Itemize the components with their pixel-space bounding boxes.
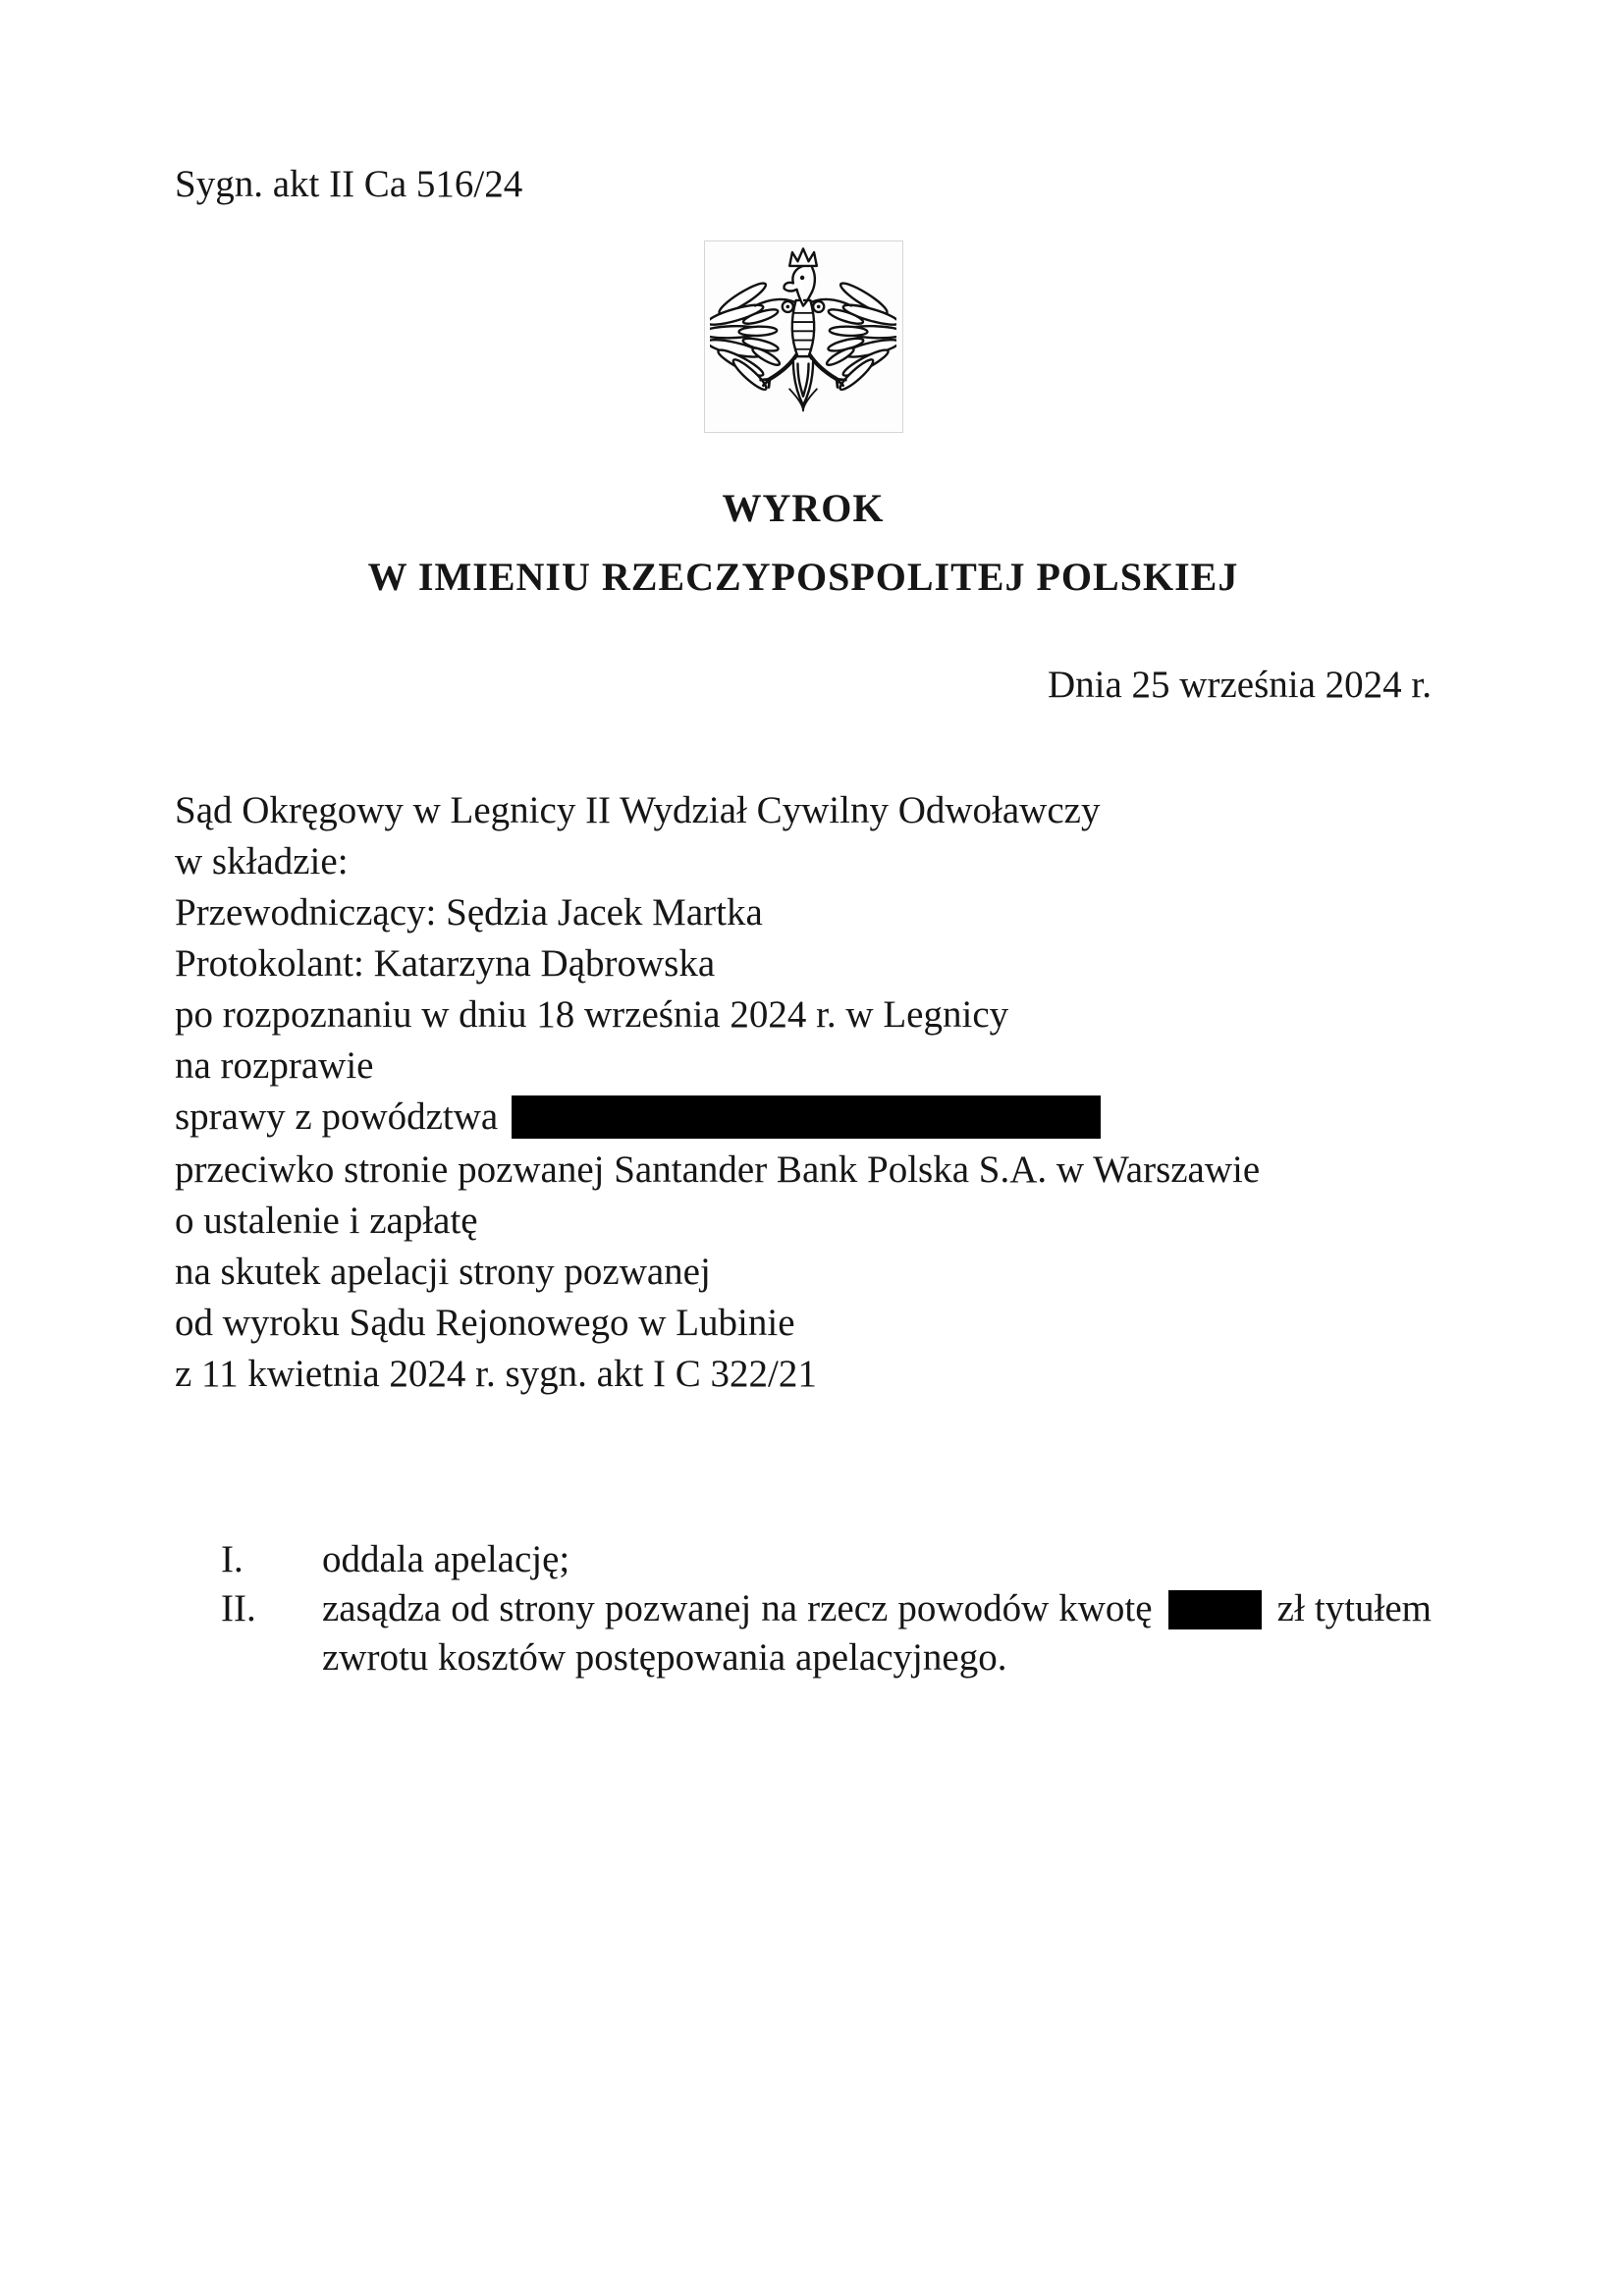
plaintiff-line <box>175 1092 1432 1145</box>
document-subtitle: W IMIENIU RZECZYPOSPOLITEJ POLSKIEJ <box>367 555 1239 599</box>
court-name-line: Sąd Okręgowy w Legnicy II Wydział Cywilny Odwoławczy <box>175 789 1101 831</box>
ruling-2-text <box>322 1584 1432 1682</box>
ruling-2-number: II. <box>221 1587 256 1630</box>
hearing-type-line: na rozprawie <box>175 1044 374 1087</box>
defendant-line: przeciwko stronie pozwanej Santander Bank Polska S.A. w Warszawie <box>175 1148 1261 1192</box>
ruling-2-text-before-amount: zasądza od strony pozwanej na rzecz powodów kwotę <box>322 1587 1153 1630</box>
judgment-date: Dnia 25 września 2024 r. <box>1048 664 1432 706</box>
panel-intro-line: w składzie: <box>175 840 349 882</box>
polish-eagle-emblem-icon <box>704 240 903 433</box>
presiding-judge-line: Przewodniczący: Sędzia Jacek Martka <box>175 891 763 934</box>
ruling-2-text-after-amount: zł tytułem <box>1276 1587 1433 1630</box>
appeal-origin-line: na skutek apelacji strony pozwanej <box>175 1251 711 1294</box>
clerk-line: Protokolant: Katarzyna Dąbrowska <box>175 942 716 985</box>
ruling-2-line-2: zwrotu kosztów postępowania apelacyjnego. <box>322 1636 1007 1680</box>
ruling-1-number: I. <box>221 1538 244 1581</box>
claim-subject-line: o ustalenie i zapłatę <box>175 1200 478 1243</box>
rulings-list <box>175 1535 1432 1682</box>
emblem-container <box>175 240 1432 433</box>
hearing-date-line: po rozpoznaniu w dniu 18 września 2024 r. w Legnicy <box>175 993 1009 1036</box>
amount-redaction-bar <box>1168 1590 1262 1629</box>
judgment-header-paragraph <box>175 785 1432 1400</box>
lower-court-line: od wyroku Sądu Rejonowego w Lubinie <box>175 1302 795 1345</box>
left-wing <box>710 279 782 393</box>
ruling-item-1 <box>221 1535 1432 1584</box>
plaintiff-redaction-bar <box>512 1095 1101 1139</box>
lower-judgment-ref-line: z 11 kwietnia 2024 r. sygn. akt I C 322/21 <box>175 1353 817 1396</box>
ruling-item-2 <box>221 1584 1432 1682</box>
right-wing <box>825 279 896 393</box>
plaintiff-line-prefix: sprawy z powództwa <box>175 1095 499 1138</box>
ruling-1-text: oddala apelację; <box>322 1538 570 1581</box>
document-title: WYROK <box>722 486 885 530</box>
ruling-2-line-1 <box>322 1584 1432 1633</box>
case-number: Sygn. akt II Ca 516/24 <box>175 163 523 205</box>
